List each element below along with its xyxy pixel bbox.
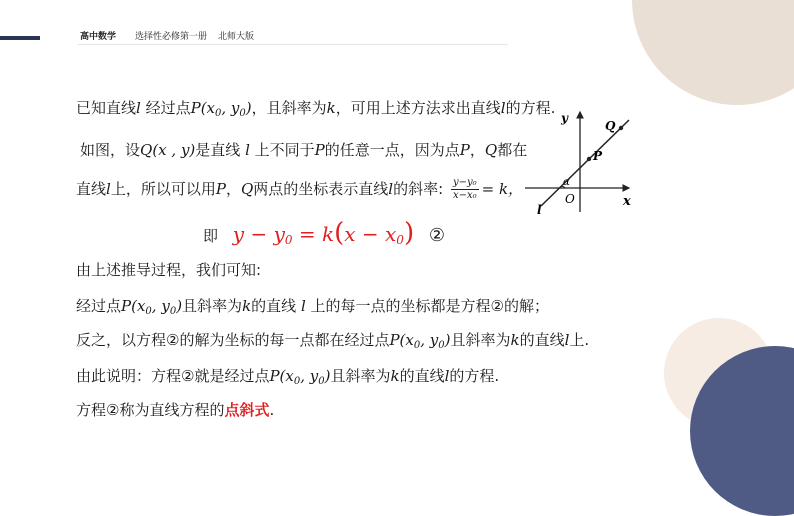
var-l: l bbox=[300, 297, 306, 315]
text: 上不同于 bbox=[249, 141, 315, 159]
header-subject: 高中数学 bbox=[80, 32, 117, 42]
var-k: k bbox=[242, 297, 252, 315]
angle-alpha-label: α bbox=[563, 177, 570, 188]
var-l: l bbox=[388, 180, 394, 198]
var-P: P bbox=[389, 331, 400, 349]
var-k: k bbox=[326, 99, 336, 117]
point-coords: ($x_0$, $y_0$) bbox=[131, 297, 183, 317]
x-axis-label: x bbox=[623, 194, 631, 209]
text: 的直线 bbox=[399, 367, 445, 385]
point-xy: (x , y) bbox=[152, 141, 196, 159]
text: 且斜率为 bbox=[330, 367, 391, 385]
point-Q-label: Q bbox=[605, 119, 616, 133]
var-P: P bbox=[314, 141, 325, 159]
line-l bbox=[541, 120, 629, 206]
text: 且斜率为 bbox=[450, 331, 511, 349]
text-line-9 bbox=[76, 400, 274, 420]
text-line-6 bbox=[76, 296, 549, 322]
text: 已知直线 bbox=[76, 99, 137, 117]
origin-label: O bbox=[565, 192, 575, 206]
var-l: l bbox=[106, 180, 111, 198]
text-line-2 bbox=[80, 140, 527, 160]
point-P-label: P bbox=[593, 149, 603, 163]
text: 由此说明：方程②就是经过点 bbox=[76, 367, 270, 385]
var-P: P bbox=[459, 141, 470, 159]
y-axis-label: y bbox=[561, 111, 568, 125]
text: 的斜率: bbox=[393, 180, 444, 198]
term-point-slope-form: 点斜式 bbox=[224, 401, 270, 419]
var-l: l bbox=[564, 331, 570, 349]
text: 如图，设 bbox=[80, 141, 141, 159]
text: 经过点 bbox=[76, 297, 122, 315]
point-Q bbox=[619, 126, 623, 130]
text: 上. bbox=[569, 331, 590, 349]
text: 的任意一点，因为点 bbox=[324, 141, 460, 159]
text: 上的每一点的坐标都是方程②的解； bbox=[305, 297, 549, 315]
decorative-circle-top bbox=[632, 0, 794, 105]
slope-equals-k: = k， bbox=[481, 180, 524, 198]
text: ，可用上述方法求出直线 bbox=[335, 99, 501, 117]
var-P: P bbox=[190, 99, 201, 117]
header-divider bbox=[78, 44, 508, 45]
point-P bbox=[587, 157, 591, 161]
line-l-label: l bbox=[537, 203, 542, 217]
text: 的直线 bbox=[251, 297, 301, 315]
text: 都在 bbox=[497, 141, 528, 159]
point-coords: ($x_0$, $y_0$) bbox=[399, 331, 451, 351]
text: 的方程. bbox=[449, 367, 500, 385]
text-line-3 bbox=[76, 177, 523, 202]
text-ji: 即 bbox=[203, 227, 219, 245]
text-line-8 bbox=[76, 366, 499, 392]
text: 的直线 bbox=[519, 331, 565, 349]
header-accent-bar bbox=[0, 36, 40, 40]
var-l: l bbox=[245, 141, 250, 159]
slope-fraction: $\frac{\text{y−y₀}}{\text{x−x₀}}$ bbox=[452, 177, 477, 201]
var-P: P bbox=[269, 367, 280, 385]
point-coords: ($x_0$, $y_0$) bbox=[279, 367, 331, 387]
text: ， bbox=[469, 141, 485, 159]
var-l: l bbox=[136, 99, 141, 117]
coordinate-figure bbox=[525, 108, 645, 218]
var-k: k bbox=[510, 331, 520, 349]
text-line-5: 由上述推导过程，我们可知: bbox=[76, 261, 262, 279]
var-l: l bbox=[500, 99, 506, 117]
text: 经过点 bbox=[140, 99, 191, 117]
equation-line bbox=[203, 218, 445, 255]
var-P: P bbox=[215, 180, 226, 198]
var-Q: Q bbox=[140, 141, 153, 159]
var-Q: Q bbox=[484, 141, 498, 159]
text: 两点的坐标表示直线 bbox=[253, 180, 389, 198]
header-edition: 北师大版 bbox=[218, 32, 255, 42]
header-book: 选择性必修第一册 bbox=[135, 32, 208, 42]
text: 是直线 bbox=[195, 141, 246, 159]
point-slope-equation: $y - y_0 = k(x - x_0)$ bbox=[232, 218, 415, 248]
var-Q: Q bbox=[240, 180, 254, 198]
text: 上，所以可以用 bbox=[110, 180, 216, 198]
text: 直线 bbox=[76, 180, 107, 198]
text-line-1 bbox=[76, 98, 555, 124]
text: ， bbox=[225, 180, 241, 198]
text: 的方程. bbox=[505, 99, 556, 117]
text: 反之，以方程②的解为坐标的每一点都在经过点 bbox=[76, 331, 390, 349]
equation-number: ② bbox=[428, 225, 446, 246]
var-l: l bbox=[444, 367, 450, 385]
text: ，且斜率为 bbox=[251, 99, 327, 117]
text-line-7 bbox=[76, 330, 589, 356]
var-P: P bbox=[121, 297, 132, 315]
text: 且斜率为 bbox=[182, 297, 243, 315]
point-coords: ($x_0$, $y_0$) bbox=[200, 99, 252, 119]
var-k: k bbox=[390, 367, 400, 385]
text: . bbox=[269, 401, 275, 419]
text: 方程②称为直线方程的 bbox=[76, 401, 225, 419]
